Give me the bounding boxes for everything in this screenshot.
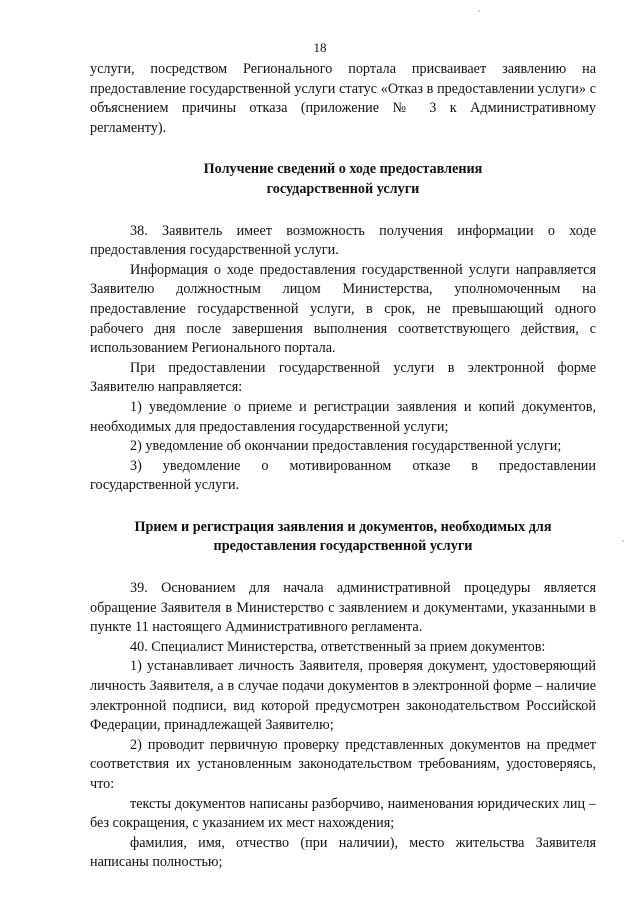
list-item: 2) проводит первичную проверку представленных документов на предмет соответствия их установленным законодательством требованиям, удостоверяясь, что: bbox=[90, 736, 596, 792]
paragraph: Информация о ходе предоставления государственной услуги направляется Заявителю должностным лицом Министерства, уполномоченным на предоставление государственной услуги, в срок, не превышающий одного рабочего дня после завершения выполнения соответствующего действия, с использованием Регионального портала. bbox=[90, 261, 596, 357]
paragraph: 38. Заявитель имеет возможность получения информации о ходе предоставления государственной услуги. bbox=[90, 222, 596, 259]
paragraph: услуги, посредством Регионального портала присваивает заявлению на предоставление государственной услуги статус «Отказ в предоставлении услуги» с объяснением причины отказа (приложение № 3 к Административному регламенту). bbox=[90, 61, 596, 136]
scan-mark bbox=[478, 10, 480, 12]
list-item: 1) уведомление о приеме и регистрации заявления и копий документов, необходимых для предоставления государственной услуги; bbox=[90, 398, 596, 435]
section-heading bbox=[90, 518, 596, 557]
section-heading-line: предоставления государственной услуги bbox=[213, 538, 473, 555]
section-heading-line: государственной услуги bbox=[266, 180, 420, 197]
paragraph: 39. Основанием для начала административной процедуры является обращение Заявителя в Министерство с заявлением и документами, указанными в пункте 11 настоящего Административного регламента. bbox=[90, 580, 596, 636]
section-heading bbox=[90, 160, 596, 199]
list-item: 1) устанавливает личность Заявителя, проверяя документ, удостоверяющий личность Заявителя, а в случае подачи документов в электронной форме – наличие электронной подписи, вид которой предусмотрен законодательством Российской Федерации, принадлежащей Заявителю; bbox=[90, 658, 596, 734]
list-item: 2) уведомление об окончании предоставления государственной услуги; bbox=[130, 438, 562, 455]
paragraph: При предоставлении государственной услуги в электронной форме Заявителю направляется: bbox=[90, 359, 596, 396]
paragraph: тексты документов написаны разборчиво, наименования юридических лиц – без сокращения, с указанием их мест нахождения; bbox=[90, 795, 596, 832]
page-number: 18 bbox=[313, 40, 327, 55]
section-heading-line: Прием и регистрация заявления и документов, необходимых для bbox=[134, 518, 552, 535]
scan-mark bbox=[622, 540, 624, 542]
section-heading-line: Получение сведений о ходе предоставления bbox=[203, 161, 483, 178]
list-item: 3) уведомление о мотивированном отказе в предоставлении государственной услуги. bbox=[90, 457, 596, 494]
paragraph: фамилия, имя, отчество (при наличии), место жительства Заявителя написаны полностью; bbox=[90, 834, 596, 871]
paragraph: 40. Специалист Министерства, ответственный за прием документов: bbox=[130, 638, 546, 655]
document-body bbox=[90, 60, 596, 873]
